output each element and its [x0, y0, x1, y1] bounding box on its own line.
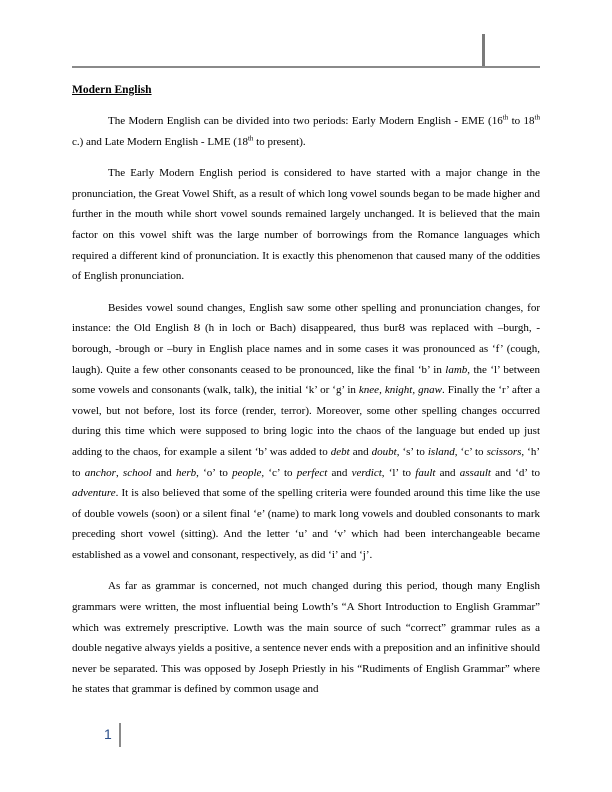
italic-word: debt — [330, 445, 350, 458]
italic-word: doubt, — [371, 445, 400, 458]
text-run: , ‘h’ to — [72, 445, 541, 479]
document-body — [72, 82, 540, 711]
italic-word: assault — [459, 466, 491, 479]
paragraph-great-vowel-shift: The Early Modern English period is considered to have started with a major change in the pronunciation, the Great Vowel Shift, as a result of which long vowel sounds began to be made higher and further in the mouth while short vowel sounds remained largely unchanged. It is believed that the main factor on this vowel shift was the large number of borrowings from the Romance languages which required a different kind of pronunciation. It is exactly this phenomenon that caused many of the oddities of English pronunciation. — [72, 167, 540, 283]
text-run: . It is also believed that some of the spelling criteria were founded around this time like the use of double vowels (soon) or a silent final ‘e’ (name) to mark long vowels and doubled consonants to mark preceding short vowel (sitting). And the letter ‘u’ and ‘v’ which had been interchangeable became established as a vowel and consonant, respectively, as did ‘i’ and ‘j’. — [72, 487, 540, 561]
italic-word: school — [122, 466, 152, 479]
text-run: ‘c’ to — [264, 466, 297, 479]
text-run: ‘s’ to — [399, 445, 428, 458]
text-run: and — [327, 466, 352, 479]
text-run: and ‘d’ to — [490, 466, 541, 479]
text-run: and — [151, 466, 176, 479]
text-run: to 18 — [508, 115, 535, 127]
footer-rule — [119, 723, 121, 747]
superscript: th — [534, 113, 540, 122]
text-run: , ‘o’ to — [196, 466, 233, 479]
text-run: The Modern English can be divided into two periods: Early Modern English - EME (16 — [108, 115, 503, 127]
italic-word: herb — [175, 466, 197, 479]
text-run: , — [115, 466, 123, 479]
text-run: and — [435, 466, 460, 479]
italic-word: verdict — [351, 466, 382, 479]
italic-word: scissors — [486, 445, 522, 458]
text-run: , ‘l’ to — [381, 466, 416, 479]
italic-word: perfect — [296, 466, 328, 479]
italic-word: knee, knight, gnaw — [358, 384, 442, 397]
page-number: 1 — [104, 726, 112, 742]
text-run: and — [349, 445, 372, 458]
text-run: c.) and Late Modern English - LME (18 — [72, 135, 248, 148]
paragraph-spelling-changes — [72, 298, 540, 566]
section-title: Modern English — [72, 84, 152, 96]
text-run: . Finally the ‘r’ after a vowel, but not before, lost its force (render, terror). Moreover, some other spelling changes occurred during this time which were supposed to bring logic into the chaos of the language but ended up just adding to the chaos, for example a silent ‘b’ was added to — [72, 384, 540, 458]
italic-word: island — [427, 445, 455, 458]
header-vertical-rule — [482, 34, 485, 67]
superscript: th — [502, 113, 509, 122]
text-run: , the ‘l’ between some vowels and consonants (walk, talk), the initial ‘k’ or ‘g’ in — [72, 363, 540, 397]
italic-word: adventure — [72, 487, 116, 500]
paragraph-periods — [72, 111, 540, 152]
header-rule — [72, 66, 540, 68]
text-run: to present). — [253, 135, 306, 148]
italic-word: anchor — [84, 466, 116, 479]
superscript: th — [247, 133, 254, 142]
text-run: Besides vowel sound changes, English saw some other spelling and pronunciation changes, for instance: the Old English Ȣ (h in loch or Bach) disappeared, thus burȢ was replaced with –burgh, -borough, -brough or –bury in English place names and in some cases it was pronounced as ‘f’ (cough, laugh). Quite a few other consonants ceased to be pronounced, like the final ‘b’ in — [72, 301, 540, 376]
paragraph-grammar: As far as grammar is concerned, not much changed during this period, though many English grammars were written, the most influential being Lowth’s “A Short Introduction to English Grammar” which was extremely prescriptive. Lowth was the main source of such “correct” grammar rules as a double negative always yields a positive, a sentence never ends with a preposition and an infinitive should never be separated. This was opposed by Joseph Priestly in his “Rudiments of English Grammar” where he states that grammar is defined by common usage and — [72, 580, 540, 696]
italic-word: people, — [232, 466, 265, 479]
text-run: , ‘c’ to — [454, 445, 487, 458]
italic-word: fault — [415, 466, 436, 479]
italic-word: lamb — [445, 363, 468, 376]
